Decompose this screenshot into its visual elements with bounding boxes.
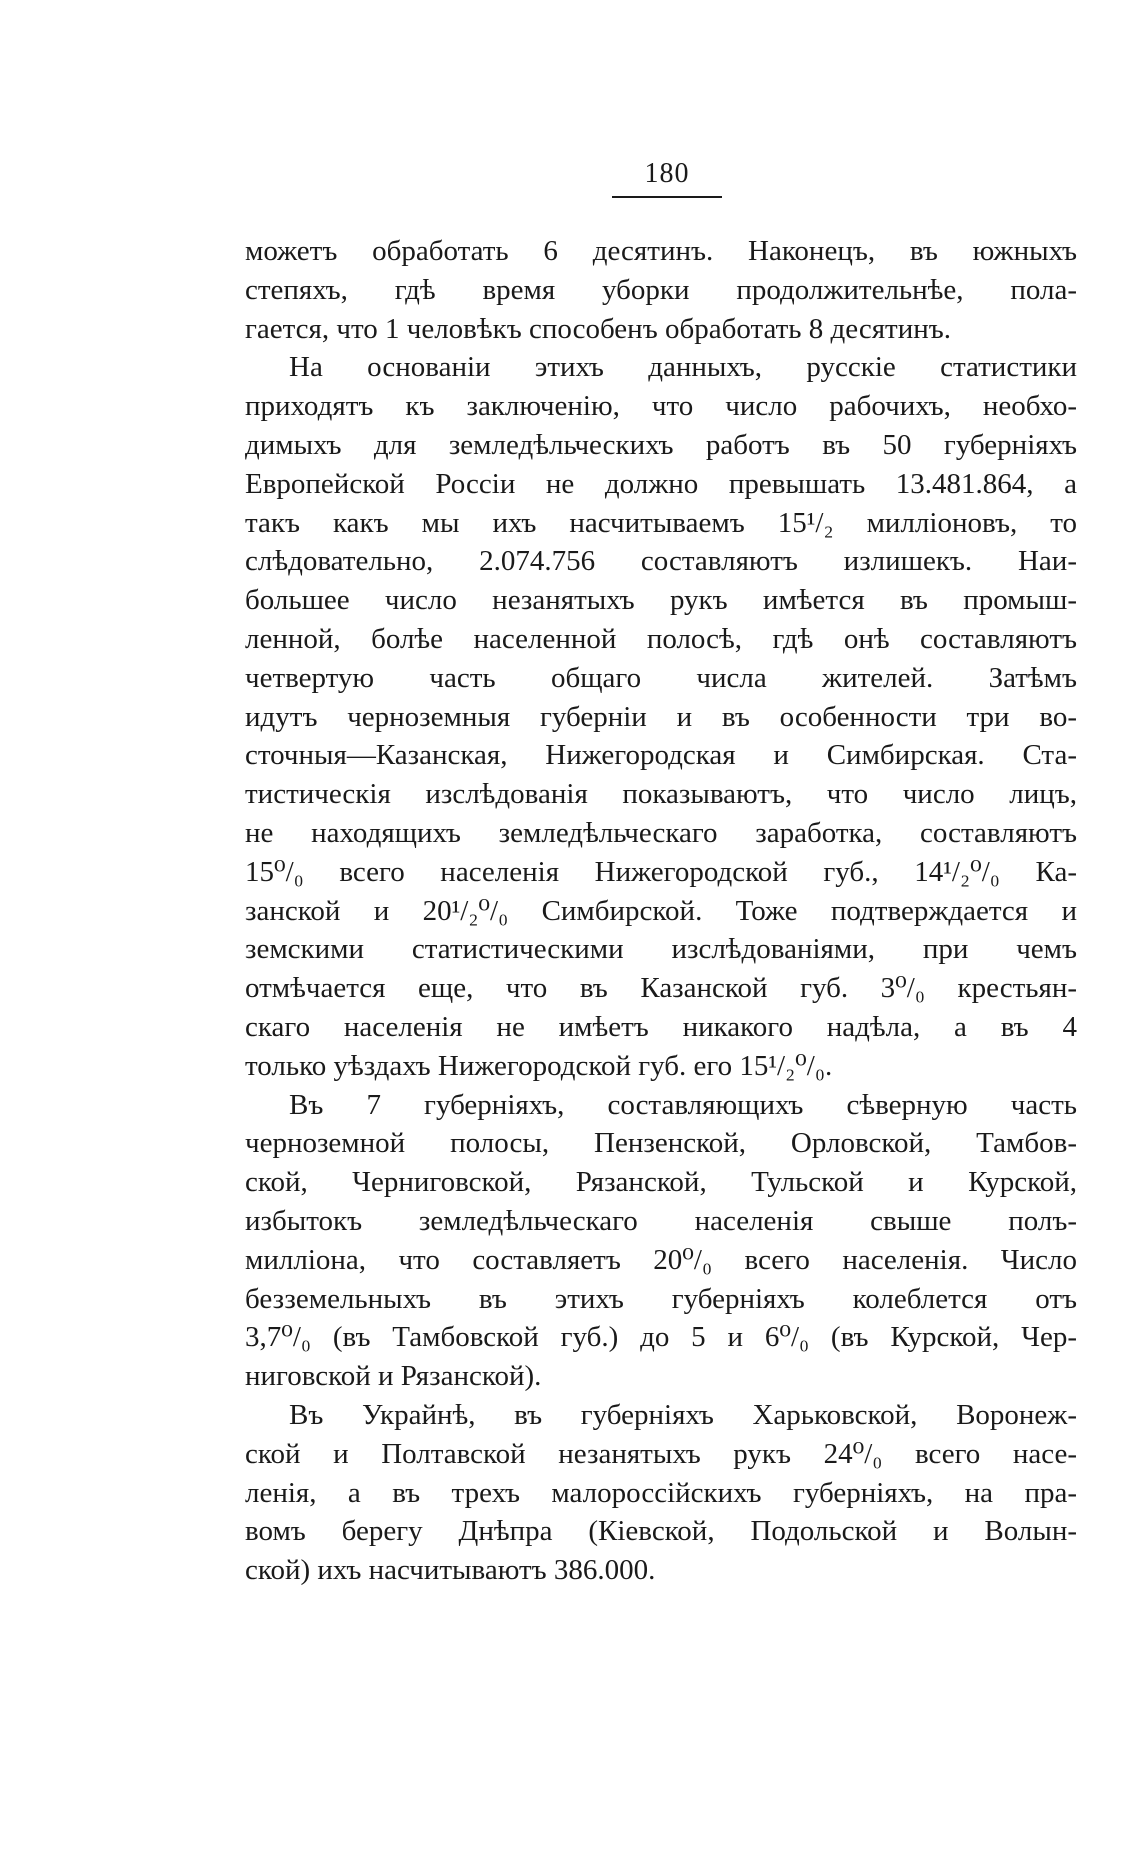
- text-line: можетъ обработать 6 десятинъ. Наконецъ, въ южныхъ: [245, 235, 1077, 267]
- text-line: сточныя—Казанская, Нижегородская и Симбирская. Ста-: [245, 739, 1077, 772]
- text-line: Въ Украйнѣ, въ губерніяхъ Харьковской, Воронеж-: [289, 1398, 1077, 1431]
- text-line: избытокъ земледѣльческаго населенія свыше полъ-: [245, 1204, 1077, 1237]
- text-line: только уѣздахъ Нижегородской губ. его 15¹/₂⁰/₀.: [245, 1049, 833, 1082]
- text-line: черноземной полосы, Пензенской, Орловской, Тамбов-: [245, 1127, 1077, 1160]
- text-line: безземельныхъ въ этихъ губерніяхъ колеблется отъ: [245, 1282, 1077, 1315]
- text-line: ленія, а въ трехъ малороссійскихъ губерніяхъ, на пра-: [245, 1476, 1077, 1509]
- text-line: степяхъ, гдѣ время уборки продолжительнѣе, пола-: [245, 273, 1077, 306]
- text-line: большее число незанятыхъ рукъ имѣется въ промыш-: [245, 584, 1077, 617]
- text-line: занской и 20¹/₂⁰/₀ Симбирской. Тоже подтверждается и: [245, 894, 1077, 927]
- text-line: вомъ берегу Днѣпра (Кіевской, Подольской и Волын-: [245, 1515, 1077, 1548]
- text-line: слѣдовательно, 2.074.756 составляютъ излишекъ. Наи-: [245, 545, 1077, 578]
- text-line: ской и Полтавской незанятыхъ рукъ 24⁰/₀ всего насе-: [245, 1437, 1077, 1470]
- text-line: На основаніи этихъ данныхъ, русскіе статистики: [289, 351, 1077, 384]
- text-line: гается, что 1 человѣкъ способенъ обработать 8 десятинъ.: [245, 312, 952, 345]
- text-line: земскими статистическими изслѣдованіями, при чемъ: [245, 933, 1077, 966]
- text-line: ской) ихъ насчитываютъ 386.000.: [245, 1554, 656, 1587]
- text-line: димыхъ для земледѣльческихъ работъ въ 50 губерніяхъ: [245, 428, 1077, 461]
- page-number: 180: [644, 158, 690, 189]
- text-line: отмѣчается еще, что въ Казанской губ. 3⁰/₀ крестьян-: [245, 972, 1077, 1005]
- text-line: Европейской Россіи не должно превышать 13.481.864, а: [245, 467, 1077, 500]
- text-line: милліона, что составляетъ 20⁰/₀ всего населенія. Число: [245, 1243, 1077, 1276]
- page-number-rule: [612, 196, 722, 198]
- text-line: идутъ черноземныя губерніи и въ особенности три во-: [245, 700, 1077, 733]
- text-line: четвертую часть общаго числа жителей. Затѣмъ: [245, 661, 1077, 694]
- text-line: ниговской и Рязанской).: [245, 1360, 542, 1393]
- text-line: ской, Черниговской, Рязанской, Тульской и Курской,: [245, 1166, 1077, 1199]
- text-line: тистическія изслѣдованія показываютъ, что число лицъ,: [245, 778, 1077, 811]
- text-body: [245, 232, 1077, 1590]
- text-line: скаго населенія не имѣетъ никакого надѣла, а въ 4: [245, 1010, 1077, 1043]
- text-line: ленной, болѣе населенной полосѣ, гдѣ онѣ составляютъ: [245, 622, 1077, 655]
- text-line: такъ какъ мы ихъ насчитываемъ 15¹/₂ милліоновъ, то: [245, 506, 1077, 539]
- text-line: Въ 7 губерніяхъ, составляющихъ сѣверную часть: [289, 1088, 1077, 1121]
- text-line: не находящихъ земледѣльческаго заработка, составляютъ: [245, 816, 1077, 849]
- text-line: 3,7⁰/₀ (въ Тамбовской губ.) до 5 и 6⁰/₀ (въ Курской, Чер-: [245, 1321, 1077, 1354]
- text-line: 15⁰/₀ всего населенія Нижегородской губ., 14¹/₂⁰/₀ Ка-: [245, 855, 1077, 888]
- text-line: приходятъ къ заключенію, что число рабочихъ, необхо-: [245, 390, 1077, 423]
